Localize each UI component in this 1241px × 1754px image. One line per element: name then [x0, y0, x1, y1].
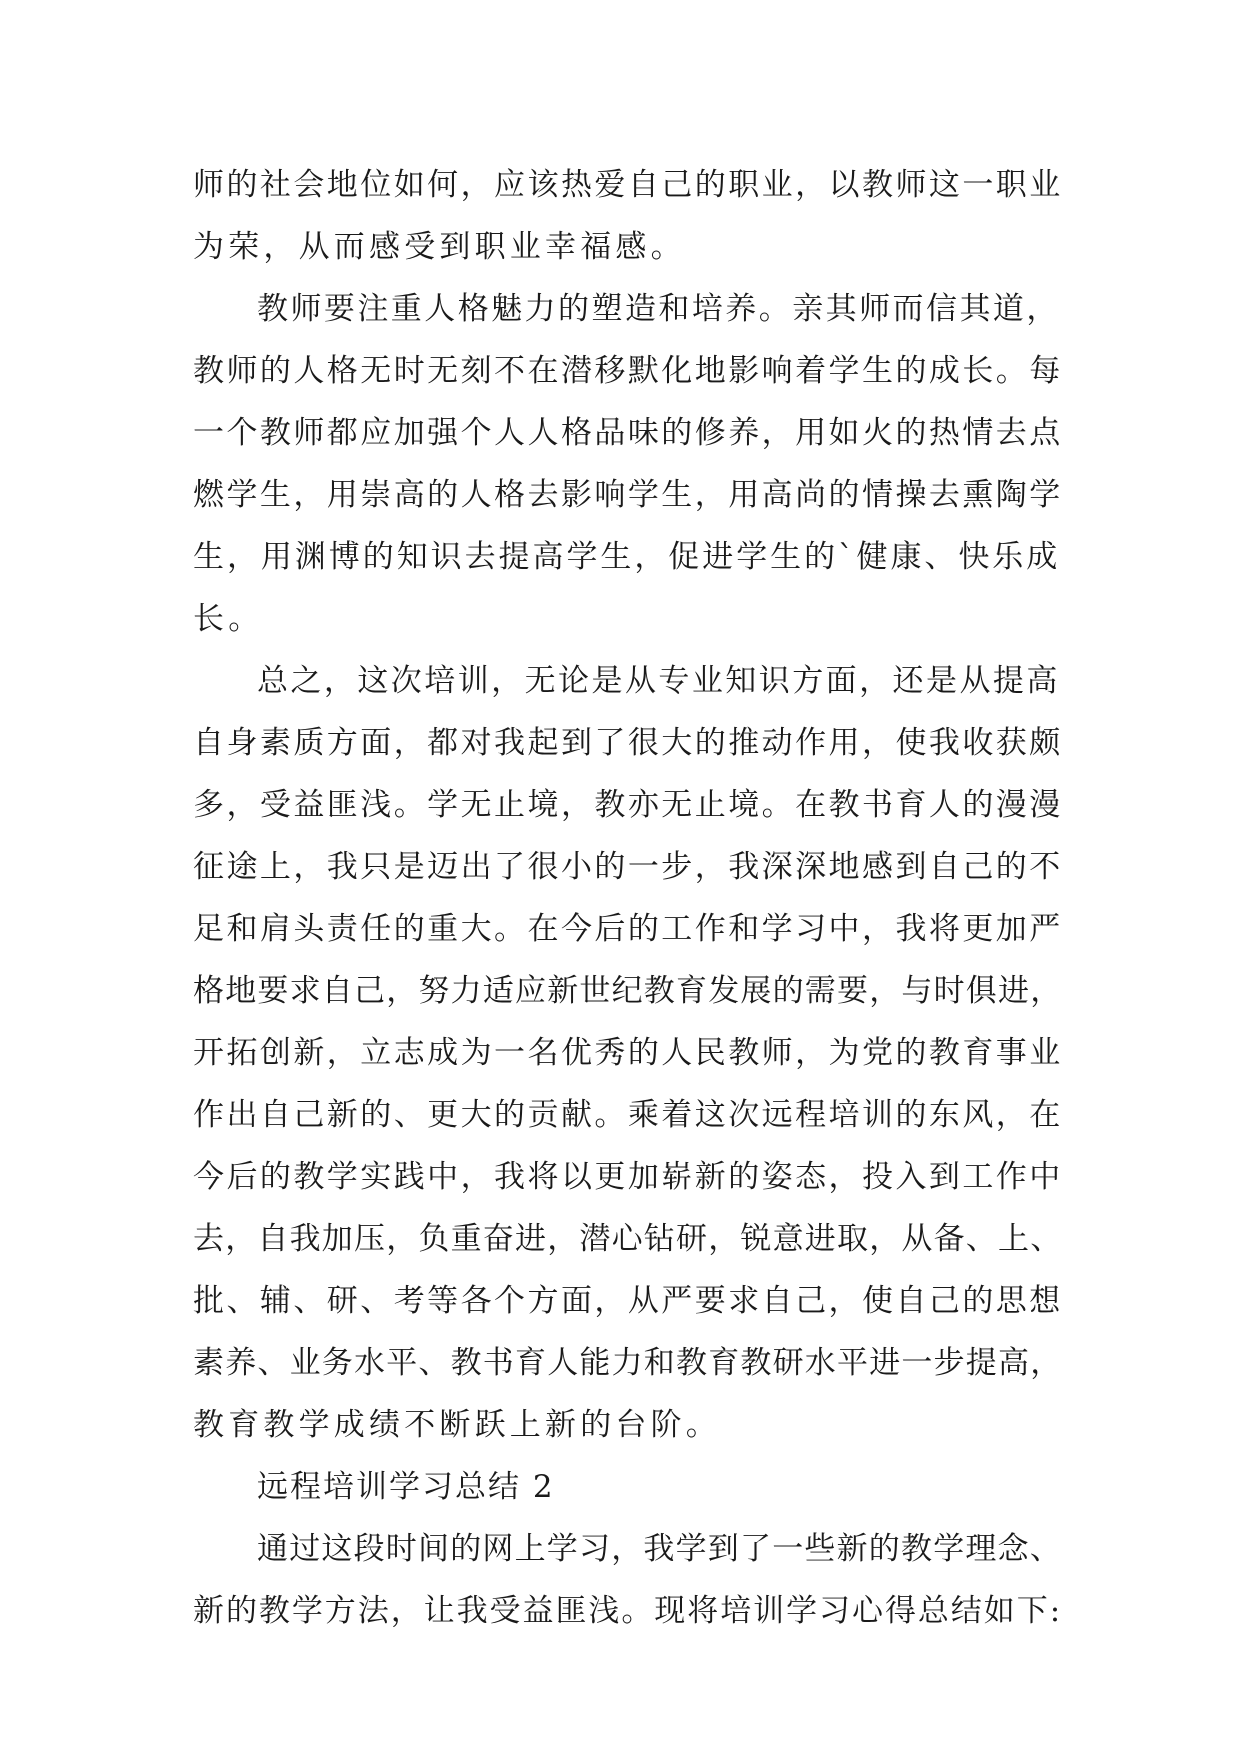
text-line: 一个教师都应加强个人人格品味的修养，用如火的热情去点 — [193, 415, 1063, 451]
section-heading — [193, 1456, 1063, 1518]
text-line: 长。 — [193, 601, 264, 637]
text-line: 燃学生，用崇高的人格去影响学生，用高尚的情操去熏陶学 — [193, 477, 1063, 513]
text-line: 素养、业务水平、教书育人能力和教育教研水平进一步提高， — [193, 1345, 1063, 1381]
text-line: 今后的教学实践中，我将以更加崭新的姿态，投入到工作中 — [193, 1159, 1063, 1195]
text-line: 开拓创新，立志成为一名优秀的人民教师，为党的教育事业 — [193, 1035, 1063, 1071]
text-line: 自身素质方面，都对我起到了很大的推动作用，使我收获颇 — [193, 725, 1063, 761]
paragraph-3 — [193, 650, 1063, 1456]
text-line: 多，受益匪浅。学无止境，教亦无止境。在教书育人的漫漫 — [193, 787, 1063, 823]
text-line: 为荣，从而感受到职业幸福感。 — [193, 229, 686, 265]
paragraph-4 — [193, 1518, 1063, 1642]
text-line: 足和肩头责任的重大。在今后的工作和学习中，我将更加严 — [193, 911, 1063, 947]
text-line: 教师的人格无时无刻不在潜移默化地影响着学生的成长。每 — [193, 353, 1063, 389]
text-line: 批、辅、研、考等各个方面，从严要求自己，使自己的思想 — [193, 1283, 1063, 1319]
text-line: 作出自己新的、更大的贡献。乘着这次远程培训的东风，在 — [193, 1097, 1063, 1133]
text-line: 格地要求自己，努力适应新世纪教育发展的需要，与时俱进， — [193, 973, 1063, 1009]
text-line: 教育教学成绩不断跃上新的台阶。 — [193, 1407, 721, 1443]
paragraph-2 — [193, 278, 1063, 650]
text-line: 去，自我加压，负重奋进，潜心钻研，锐意进取，从备、上、 — [193, 1221, 1063, 1257]
section-title: 远程培训学习总结 2 — [257, 1469, 555, 1505]
text-line: 教师要注重人格魅力的塑造和培养。亲其师而信其道， — [257, 291, 1060, 327]
document-body — [193, 154, 1063, 1642]
text-line: 师的社会地位如何，应该热爱自己的职业，以教师这一职业 — [193, 167, 1063, 203]
paragraph-1 — [193, 154, 1063, 278]
text-line: 通过这段时间的网上学习，我学到了一些新的教学理念、 — [257, 1531, 1062, 1567]
text-line: 新的教学方法，让我受益匪浅。现将培训学习心得总结如下: — [193, 1593, 1063, 1629]
text-line: 总之，这次培训，无论是从专业知识方面，还是从提高 — [257, 663, 1060, 699]
text-line: 征途上，我只是迈出了很小的一步，我深深地感到自己的不 — [193, 849, 1063, 885]
text-line: 生，用渊博的知识去提高学生，促进学生的`健康、快乐成 — [193, 539, 1061, 575]
